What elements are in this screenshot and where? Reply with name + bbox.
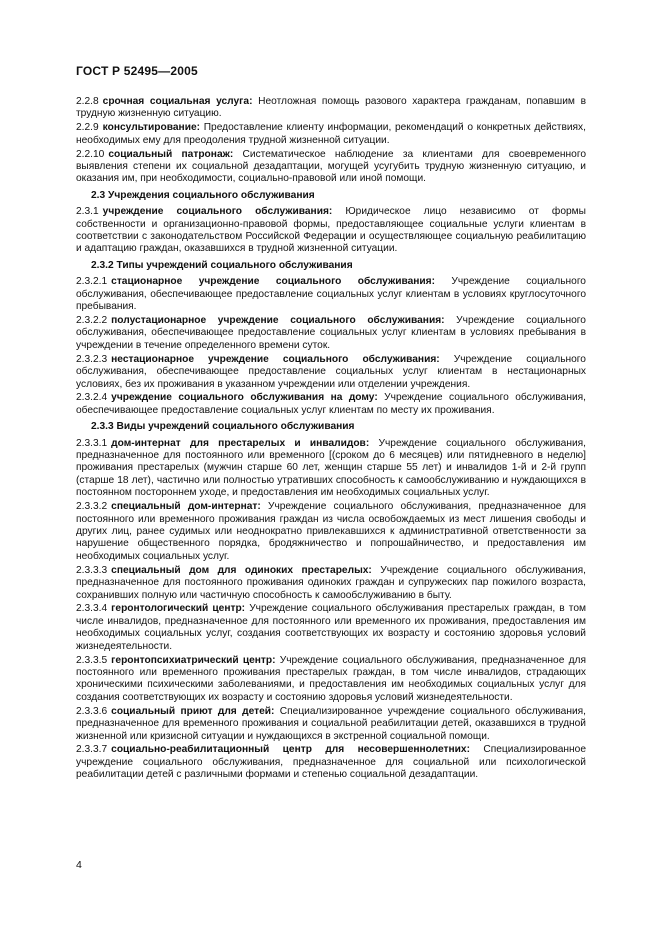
clause-number: 2.3.3.1 [76, 437, 108, 449]
definition-paragraph [76, 655, 586, 705]
defined-term: социальный приют для детей: [111, 705, 275, 717]
section-heading: 2.3.3 Виды учреждений социального обслуживания [91, 421, 355, 433]
definition-paragraph [76, 438, 586, 500]
clause-number: 2.3.2.3 [76, 353, 108, 365]
clause-number: 2.3.2.2 [76, 315, 108, 326]
definition-text: Неотложная помощь разового характера гражданам, попавшим в трудную жизненную ситуацию. [76, 96, 586, 120]
clause-number: 2.3.1 [76, 206, 99, 218]
definition-paragraph [76, 501, 586, 563]
definition-paragraph [76, 603, 586, 653]
document-body [76, 96, 586, 783]
section-heading: 2.3 Учреждения социального обслуживания [91, 189, 315, 201]
definition-text: Юридическое лицо независимо от формы собственности и организационно-правовой формы, предоставляющее социальные услуги клиентам в соответствии с законодательством Российской Федерации и осуществляющее социальную реабилитацию и адаптацию граждан, оказавшихся в трудной жизненной ситуации. [76, 206, 586, 255]
clause-number: 2.3.3.6 [76, 705, 108, 717]
definition-text: Учреждение социального обслуживания, обеспечивающее предоставление социальных услуг клиентам по месту их проживания. [76, 392, 586, 416]
definition-paragraph [76, 706, 586, 743]
definition-paragraph [76, 149, 586, 186]
defined-term: социально-реабилитационный центр для несовершеннолетних: [111, 744, 470, 756]
section-heading: 2.3.2 Типы учреждений социального обслуживания [91, 259, 353, 271]
clause-number: 2.3.2.4 [76, 392, 108, 404]
definition-text: Учреждение социального обслуживания, обеспечивающее предоставление социальных услуг клиентам в нестационарных условиях, без их проживания в указанном учреждении или отделении учреждения. [76, 353, 586, 390]
clause-number: 2.3.3.5 [76, 654, 108, 666]
standard-code-header: ГОСТ Р 52495—2005 [76, 64, 198, 78]
definition-text: Специализированное учреждение социального обслуживания, предназначенное для временного проживания и социальной реабилитации детей, оказавшихся в трудной жизненной или кризисной ситуации и нуждающихся в экстренной социальной помощи. [76, 705, 587, 742]
definition-text: Специализированное учреждение социального обслуживания, предназначенное для социальной или психологической реабилитации детей с различными формами и степенью социальной дезадаптации. [76, 744, 586, 781]
definition-paragraph [76, 392, 586, 417]
defined-term: консультирование: [102, 122, 201, 134]
definition-paragraph [76, 354, 586, 391]
defined-term: нестационарное учреждение социального обслуживания: [111, 353, 440, 365]
clause-number: 2.3.3.3 [76, 564, 108, 576]
definition-paragraph [76, 122, 586, 147]
definition-paragraph [76, 315, 586, 352]
definition-text: Учреждение социального обслуживания престарелых граждан, в том числе инвалидов, предназначенное для постоянного или временного их проживания, предоставления им необходимых социальных услуг, создания соответствующих их возрасту и состоянию здоровья условий жизнедеятельности. [76, 603, 586, 652]
defined-term: геронтопсихиатрический центр: [111, 654, 276, 666]
definition-text: Учреждение социального обслуживания, предназначенное для постоянного проживания одиноких граждан и супружеских пар пожилого возраста, сохранивших полную или частичную способность к самообслуживанию в быту. [76, 564, 586, 601]
defined-term: социальный патронаж: [108, 148, 234, 160]
clause-number: 2.2.10 [76, 148, 105, 160]
defined-term: геронтологический центр: [111, 603, 246, 615]
clause-number: 2.3.3.4 [76, 603, 108, 615]
definition-text: Учреждение социального обслуживания, предназначенное для постоянного или временного проживания престарелых граждан, в том числе инвалидов, страдающих хроническими психическими заболеваниями, и предоставления им необходимых социальных услуг для создания соответствующих их возрасту и состоянию здоровья условий жизнедеятельности. [76, 654, 586, 703]
page-number: 4 [76, 859, 82, 871]
defined-term: учреждение социального обслуживания: [102, 206, 333, 218]
clause-number: 2.2.8 [76, 96, 99, 107]
defined-term: дом-интернат для престарелых и инвалидов: [111, 437, 370, 449]
definition-text: Учреждение социального обслуживания, обеспечивающее предоставление социальных услуг клиентам в условиях круглосуточного пребывания. [76, 276, 586, 313]
defined-term: стационарное учреждение социального обслуживания: [111, 276, 435, 288]
defined-term: специальный дом-интернат: [111, 501, 261, 513]
definition-text: Учреждение социального обслуживания, предназначенное для постоянного или временного [(сроком до 6 месяцев) или пятидневного в неделю] проживания престарелых (мужчин старше 60 лет, женщин старше 55 лет) и инвалидов 1-й и 2-й групп (старше 18 лет), частично или полностью утративших способность к самообслуживанию и нуждающихся в постоянном постороннем уходе, и предоставления им необходимых социальных услуг. [76, 437, 586, 499]
definition-paragraph [76, 206, 586, 256]
definition-paragraph [76, 744, 586, 781]
clause-number: 2.2.9 [76, 122, 99, 134]
defined-term: срочная социальная услуга: [102, 96, 253, 107]
definition-paragraph [76, 96, 586, 121]
definition-text: Учреждение социального обслуживания, предназначенное для постоянного или временного проживания граждан из числа освобождаемых из мест лишения свободы и других лиц, ранее судимых или неоднократно привлекавшихся к административной ответственности за нарушение общественного порядка, бродяжничество и попрошайничество, и предоставления им необходимых социальных услуг. [76, 501, 586, 562]
definition-paragraph [76, 565, 586, 602]
clause-number: 2.3.3.2 [76, 501, 108, 513]
defined-term: полустационарное учреждение социального обслуживания: [111, 315, 445, 326]
definition-paragraph [76, 276, 586, 313]
defined-term: специальный дом для одиноких престарелых: [111, 564, 372, 576]
definition-text: Предоставление клиенту информации, рекомендаций о конкретных действиях, необходимых ему для преодоления трудной жизненной ситуации. [76, 122, 586, 146]
clause-number: 2.3.3.7 [76, 744, 108, 756]
defined-term: учреждение социального обслуживания на дому: [111, 392, 378, 404]
clause-number: 2.3.2.1 [76, 276, 108, 288]
definition-text: Систематическое наблюдение за клиентами для своевременного выявления степени их социальной дезадаптации, могущей усугубить трудную жизненную ситуацию, и оказания им, при необходимости, социально-правовой или иной помощи. [76, 148, 586, 185]
definition-text: Учреждение социального обслуживания, обеспечивающее предоставление социальных услуг клиентам в условиях пребывания в учреждении в течение определенного времени суток. [76, 315, 586, 351]
